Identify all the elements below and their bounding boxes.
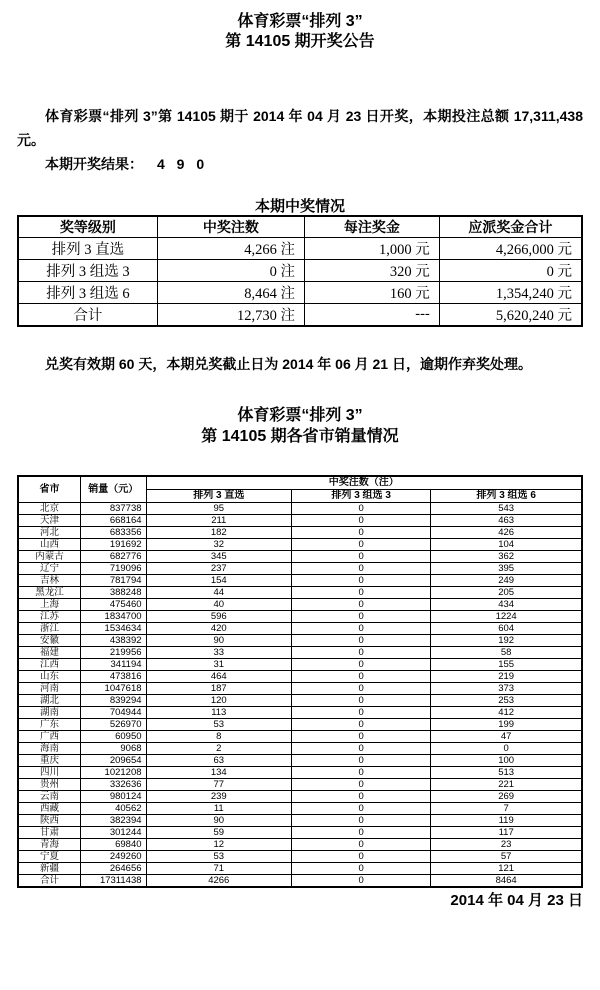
- prize-table-row: [18, 304, 582, 327]
- sales-table-cell: 32: [146, 539, 292, 551]
- sales-table-cell: 内蒙古: [18, 551, 81, 563]
- sales-table-cell: 0: [292, 731, 431, 743]
- sales-table-row: [18, 839, 582, 851]
- sales-table-cell: 264656: [81, 863, 146, 875]
- sales-table-row: [18, 551, 582, 563]
- sales-table-row: [18, 599, 582, 611]
- sales-table-cell: 253: [431, 695, 582, 707]
- sales-table-cell: 0: [431, 743, 582, 755]
- prize-table-cell: 排列 3 组选 3: [18, 260, 157, 282]
- sales-table-row: [18, 503, 582, 515]
- prize-table-cell: 12,730 注: [157, 304, 304, 327]
- sales-table-cell: 205: [431, 587, 582, 599]
- sales-header-province: 省市: [18, 476, 81, 503]
- sales-header-winners-group: 中奖注数（注）: [146, 476, 582, 490]
- sales-table-cell: 0: [292, 779, 431, 791]
- sales-table-row: [18, 827, 582, 839]
- sales-table-cell: 113: [146, 707, 292, 719]
- sales-table-cell: 191692: [81, 539, 146, 551]
- footer-date: 2014 年 04 月 23 日: [450, 892, 583, 909]
- sales-table-cell: 781794: [81, 575, 146, 587]
- sales-table-cell: 77: [146, 779, 292, 791]
- sales-table-cell: 0: [292, 815, 431, 827]
- sales-table-cell: 526970: [81, 719, 146, 731]
- sales-table-row: [18, 623, 582, 635]
- sales-table-cell: 11: [146, 803, 292, 815]
- sales-table-cell: 682776: [81, 551, 146, 563]
- sales-table-cell: 上海: [18, 599, 81, 611]
- sales-table-cell: 604: [431, 623, 582, 635]
- sales-table-cell: 0: [292, 635, 431, 647]
- sales-table-cell: 249: [431, 575, 582, 587]
- sales-table-cell: 0: [292, 515, 431, 527]
- sales-table-cell: 120: [146, 695, 292, 707]
- sales-header-sales: 销量（元）: [81, 476, 146, 503]
- sales-table-row: [18, 515, 582, 527]
- sales-table-cell: 湖北: [18, 695, 81, 707]
- sales-table-cell: 8: [146, 731, 292, 743]
- sales-table-cell: 0: [292, 743, 431, 755]
- sales-table-cell: 宁夏: [18, 851, 81, 863]
- sales-table-cell: 云南: [18, 791, 81, 803]
- sales-table-cell: 浙江: [18, 623, 81, 635]
- sales-table-cell: 0: [292, 707, 431, 719]
- sales-table-cell: 719096: [81, 563, 146, 575]
- sales-table-cell: 438392: [81, 635, 146, 647]
- sales-table-cell: 71: [146, 863, 292, 875]
- prize-table-header-level: 奖等级别: [18, 216, 157, 238]
- sales-table-row: [18, 875, 582, 888]
- sales-table-cell: 704944: [81, 707, 146, 719]
- sales-table-cell: 475460: [81, 599, 146, 611]
- sales-table-cell: 345: [146, 551, 292, 563]
- prize-table-header-winners: 中奖注数: [157, 216, 304, 238]
- draw-result-line: [17, 152, 583, 176]
- intro-paragraph: 体育彩票“排列 3”第 14105 期于 2014 年 04 月 23 日开奖，本期投注总额 17,311,438 元。: [17, 108, 583, 148]
- sales-table-row: [18, 683, 582, 695]
- sales-table-cell: 合计: [18, 875, 81, 888]
- sales-table-row: [18, 539, 582, 551]
- sales-table-cell: 四川: [18, 767, 81, 779]
- doc-title-line2: 第 14105 期开奖公告: [225, 33, 375, 50]
- sales-table-cell: 373: [431, 683, 582, 695]
- draw-result-label: 本期开奖结果：: [45, 156, 143, 172]
- sales-header-zuxuan6: 排列 3 组选 6: [431, 490, 582, 503]
- sales-table-cell: 黑龙江: [18, 587, 81, 599]
- sales-table-cell: 0: [292, 791, 431, 803]
- sales-table-cell: 0: [292, 587, 431, 599]
- sales-table-cell: 0: [292, 647, 431, 659]
- sales-table-cell: 463: [431, 515, 582, 527]
- sales-table-cell: 0: [292, 863, 431, 875]
- redeem-paragraph: 兑奖有效期 60 天，本期兑奖截止日为 2014 年 06 月 21 日，逾期作弃奖处理。: [45, 356, 532, 372]
- sales-table-cell: 47: [431, 731, 582, 743]
- sales-table-cell: 63: [146, 755, 292, 767]
- sales-table-cell: 58: [431, 647, 582, 659]
- sales-table-cell: 海南: [18, 743, 81, 755]
- sales-table-cell: 219: [431, 671, 582, 683]
- sales-table-cell: 0: [292, 755, 431, 767]
- sales-table-row: [18, 563, 582, 575]
- prize-table-cell: 320 元: [305, 260, 440, 282]
- prize-table-cell: 5,620,240 元: [439, 304, 582, 327]
- sales-table-cell: 0: [292, 539, 431, 551]
- sales-table-row: [18, 731, 582, 743]
- sales-table-cell: 安徽: [18, 635, 81, 647]
- sales-table-cell: 426: [431, 527, 582, 539]
- sales-section-title: [17, 405, 583, 447]
- sales-table-cell: 155: [431, 659, 582, 671]
- sales-table-row: [18, 767, 582, 779]
- sales-table-cell: 广西: [18, 731, 81, 743]
- sales-table-cell: 33: [146, 647, 292, 659]
- sales-table-cell: 2: [146, 743, 292, 755]
- sales-table-row: [18, 575, 582, 587]
- sales-table-cell: 412: [431, 707, 582, 719]
- sales-table-cell: 1224: [431, 611, 582, 623]
- sales-table-cell: 154: [146, 575, 292, 587]
- sales-table-cell: 12: [146, 839, 292, 851]
- sales-table-cell: 0: [292, 827, 431, 839]
- sales-table-row: [18, 851, 582, 863]
- sales-table-cell: 江苏: [18, 611, 81, 623]
- prize-table-cell: 4,266,000 元: [439, 238, 582, 260]
- prize-table-cell: 160 元: [305, 282, 440, 304]
- prize-table-cell: 0 元: [439, 260, 582, 282]
- sales-table-cell: 209654: [81, 755, 146, 767]
- sales-header-zuxuan3: 排列 3 组选 3: [292, 490, 431, 503]
- prize-table-cell: 合计: [18, 304, 157, 327]
- sales-table-cell: 434: [431, 599, 582, 611]
- sales-table-cell: 北京: [18, 503, 81, 515]
- sales-table-cell: 贵州: [18, 779, 81, 791]
- sales-table-cell: 1021208: [81, 767, 146, 779]
- prize-table-cell: 1,000 元: [305, 238, 440, 260]
- sales-table-cell: 1834700: [81, 611, 146, 623]
- doc-title-line1: 体育彩票“排列 3”: [237, 13, 363, 30]
- sales-table-row: [18, 755, 582, 767]
- sales-table-cell: 473816: [81, 671, 146, 683]
- sales-table-cell: 0: [292, 503, 431, 515]
- prize-table-cell: ---: [305, 304, 440, 327]
- sales-table-cell: 0: [292, 803, 431, 815]
- sales-table-cell: 341194: [81, 659, 146, 671]
- sales-table-cell: 0: [292, 527, 431, 539]
- sales-table-cell: 192: [431, 635, 582, 647]
- sales-table-row: [18, 695, 582, 707]
- sales-table-cell: 121: [431, 863, 582, 875]
- sales-table-cell: 辽宁: [18, 563, 81, 575]
- sales-table-row: [18, 611, 582, 623]
- prize-table-caption: 本期中奖情况: [254, 198, 345, 215]
- sales-title-line2: 第 14105 期各省市销量情况: [201, 428, 399, 445]
- sales-table-cell: 100: [431, 755, 582, 767]
- sales-table-cell: 60950: [81, 731, 146, 743]
- sales-table-cell: 7: [431, 803, 582, 815]
- sales-table-cell: 59: [146, 827, 292, 839]
- sales-table-cell: 青海: [18, 839, 81, 851]
- sales-table-cell: 596: [146, 611, 292, 623]
- sales-table-cell: 980124: [81, 791, 146, 803]
- sales-table-cell: 0: [292, 671, 431, 683]
- sales-table-cell: 395: [431, 563, 582, 575]
- sales-table-cell: 513: [431, 767, 582, 779]
- sales-table-body: [18, 503, 582, 888]
- sales-table-cell: 9068: [81, 743, 146, 755]
- sales-table-cell: 1047618: [81, 683, 146, 695]
- prize-table-row: [18, 238, 582, 260]
- sales-table-cell: 239: [146, 791, 292, 803]
- sales-table-cell: 1534634: [81, 623, 146, 635]
- prize-table-cell: 排列 3 直选: [18, 238, 157, 260]
- sales-table-cell: 104: [431, 539, 582, 551]
- sales-table-cell: 福建: [18, 647, 81, 659]
- sales-table-cell: 山东: [18, 671, 81, 683]
- sales-table-cell: 31: [146, 659, 292, 671]
- sales-table-row: [18, 527, 582, 539]
- sales-table-row: [18, 587, 582, 599]
- sales-table: [17, 475, 583, 888]
- sales-table-cell: 重庆: [18, 755, 81, 767]
- sales-table-cell: 53: [146, 719, 292, 731]
- sales-table-cell: 464: [146, 671, 292, 683]
- sales-table-cell: 182: [146, 527, 292, 539]
- sales-table-row: [18, 743, 582, 755]
- sales-table-cell: 0: [292, 623, 431, 635]
- prize-table-header-row: [18, 216, 582, 238]
- sales-table-cell: 0: [292, 551, 431, 563]
- sales-table-cell: 382394: [81, 815, 146, 827]
- sales-table-cell: 23: [431, 839, 582, 851]
- prize-table-row: [18, 260, 582, 282]
- prize-table-row: [18, 282, 582, 304]
- sales-table-cell: 69840: [81, 839, 146, 851]
- sales-table-cell: 吉林: [18, 575, 81, 587]
- sales-table-row: [18, 647, 582, 659]
- sales-table-cell: 362: [431, 551, 582, 563]
- sales-table-cell: 河南: [18, 683, 81, 695]
- sales-table-cell: 0: [292, 695, 431, 707]
- sales-table-cell: 839294: [81, 695, 146, 707]
- sales-table-row: [18, 707, 582, 719]
- sales-table-cell: 668164: [81, 515, 146, 527]
- sales-table-cell: 117: [431, 827, 582, 839]
- sales-table-cell: 388248: [81, 587, 146, 599]
- sales-table-header-row1: [18, 476, 582, 490]
- sales-table-cell: 420: [146, 623, 292, 635]
- sales-table-cell: 211: [146, 515, 292, 527]
- sales-table-row: [18, 671, 582, 683]
- sales-table-cell: 332636: [81, 779, 146, 791]
- sales-table-cell: 837738: [81, 503, 146, 515]
- sales-table-cell: 河北: [18, 527, 81, 539]
- sales-table-cell: 40: [146, 599, 292, 611]
- sales-table-cell: 95: [146, 503, 292, 515]
- sales-table-cell: 4266: [146, 875, 292, 888]
- sales-table-cell: 269: [431, 791, 582, 803]
- prize-table-cell: 8,464 注: [157, 282, 304, 304]
- sales-table-cell: 0: [292, 611, 431, 623]
- sales-table-cell: 0: [292, 659, 431, 671]
- prize-table-body: [18, 238, 582, 327]
- sales-table-cell: 0: [292, 767, 431, 779]
- sales-table-cell: 0: [292, 719, 431, 731]
- sales-table-cell: 0: [292, 683, 431, 695]
- sales-table-row: [18, 779, 582, 791]
- sales-table-cell: 134: [146, 767, 292, 779]
- sales-table-row: [18, 635, 582, 647]
- sales-table-cell: 新疆: [18, 863, 81, 875]
- sales-table-cell: 广东: [18, 719, 81, 731]
- sales-header-zhixuan: 排列 3 直选: [146, 490, 292, 503]
- prize-table-header-total: 应派奖金合计: [439, 216, 582, 238]
- sales-table-cell: 8464: [431, 875, 582, 888]
- sales-table-row: [18, 719, 582, 731]
- sales-table-cell: 湖南: [18, 707, 81, 719]
- sales-table-cell: 683356: [81, 527, 146, 539]
- prize-table-cell: 4,266 注: [157, 238, 304, 260]
- sales-table-cell: 江西: [18, 659, 81, 671]
- sales-table-row: [18, 863, 582, 875]
- sales-table-cell: 40562: [81, 803, 146, 815]
- doc-title: [17, 12, 583, 52]
- sales-title-line1: 体育彩票“排列 3”: [237, 407, 363, 424]
- sales-table-cell: 90: [146, 815, 292, 827]
- sales-table-row: [18, 791, 582, 803]
- sales-table-cell: 44: [146, 587, 292, 599]
- sales-table-row: [18, 659, 582, 671]
- sales-table-cell: 249260: [81, 851, 146, 863]
- sales-table-row: [18, 815, 582, 827]
- sales-table-cell: 0: [292, 875, 431, 888]
- draw-result-numbers: 4 9 0: [157, 156, 209, 172]
- sales-table-cell: 187: [146, 683, 292, 695]
- sales-table-cell: 119: [431, 815, 582, 827]
- sales-table-cell: 301244: [81, 827, 146, 839]
- sales-table-cell: 天津: [18, 515, 81, 527]
- sales-table-cell: 0: [292, 599, 431, 611]
- sales-table-cell: 甘肃: [18, 827, 81, 839]
- sales-table-cell: 199: [431, 719, 582, 731]
- sales-table-cell: 西藏: [18, 803, 81, 815]
- sales-table-cell: 0: [292, 563, 431, 575]
- sales-table-row: [18, 803, 582, 815]
- prize-table: [17, 215, 583, 327]
- sales-table-cell: 山西: [18, 539, 81, 551]
- sales-table-cell: 219956: [81, 647, 146, 659]
- sales-table-cell: 57: [431, 851, 582, 863]
- prize-table-header-prize: 每注奖金: [305, 216, 440, 238]
- sales-table-cell: 90: [146, 635, 292, 647]
- sales-table-cell: 17311438: [81, 875, 146, 888]
- prize-table-cell: 0 注: [157, 260, 304, 282]
- sales-table-cell: 221: [431, 779, 582, 791]
- sales-table-cell: 0: [292, 839, 431, 851]
- prize-table-cell: 排列 3 组选 6: [18, 282, 157, 304]
- sales-table-cell: 0: [292, 851, 431, 863]
- sales-table-cell: 53: [146, 851, 292, 863]
- sales-table-cell: 0: [292, 575, 431, 587]
- sales-table-cell: 543: [431, 503, 582, 515]
- prize-table-cell: 1,354,240 元: [439, 282, 582, 304]
- sales-table-cell: 陕西: [18, 815, 81, 827]
- sales-table-cell: 237: [146, 563, 292, 575]
